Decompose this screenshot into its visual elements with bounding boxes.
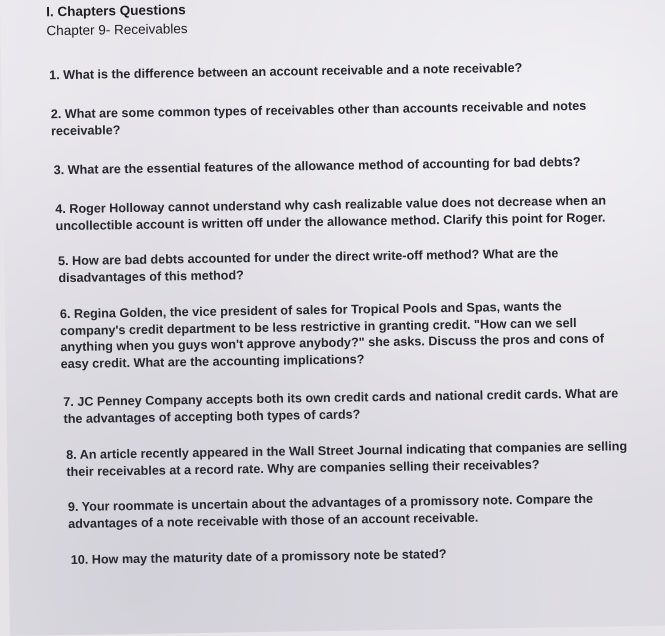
question-2: 2. What are some common types of receivables other than accounts receivable and notes receivable? bbox=[50, 98, 587, 138]
question-3: 3. What are the essential features of the allowance method of accounting for bad debts? bbox=[53, 154, 581, 178]
question-5: 5. How are bad debts accounted for under the direct write-off method? What are the disadvantages of this method? bbox=[57, 246, 559, 285]
question-9: 9. Your roommate is uncertain about the advantages of a promissory note. Compare the advantages of a note receivable with those of an account receivable. bbox=[67, 491, 594, 531]
question-6: 6. Regina Golden, the vice president of sales for Tropical Pools and Spas, wants the company's credit department to be less restrictive in granting credit. "How can we sell anything when you guys won't approve anybody?" she asks. Discuss the pros and cons of easy credit. What are the accounting implications? bbox=[59, 299, 605, 371]
question-1: 1. What is the difference between an account receivable and a note receivable? bbox=[49, 60, 523, 83]
question-10: 10. How may the maturity date of a promissory note be stated? bbox=[70, 547, 447, 567]
section-heading: I. Chapters Questions bbox=[46, 2, 186, 20]
question-8: 8. An article recently appeared in the Wall Street Journal indicating that companies are selling their receivables at a record rate. Why are companies selling their receivables? bbox=[66, 439, 628, 479]
document-content bbox=[46, 0, 628, 567]
chapter-title: Chapter 9- Receivables bbox=[46, 21, 188, 39]
question-4: 4. Roger Holloway cannot understand why cash realizable value does not decrease when an uncollectible account is written off under the allowance method. Clarify this point for Roger. bbox=[55, 193, 607, 233]
question-7: 7. JC Penney Company accepts both its own credit cards and national credit cards. What are the advantages of accepting both types of cards? bbox=[63, 386, 619, 426]
